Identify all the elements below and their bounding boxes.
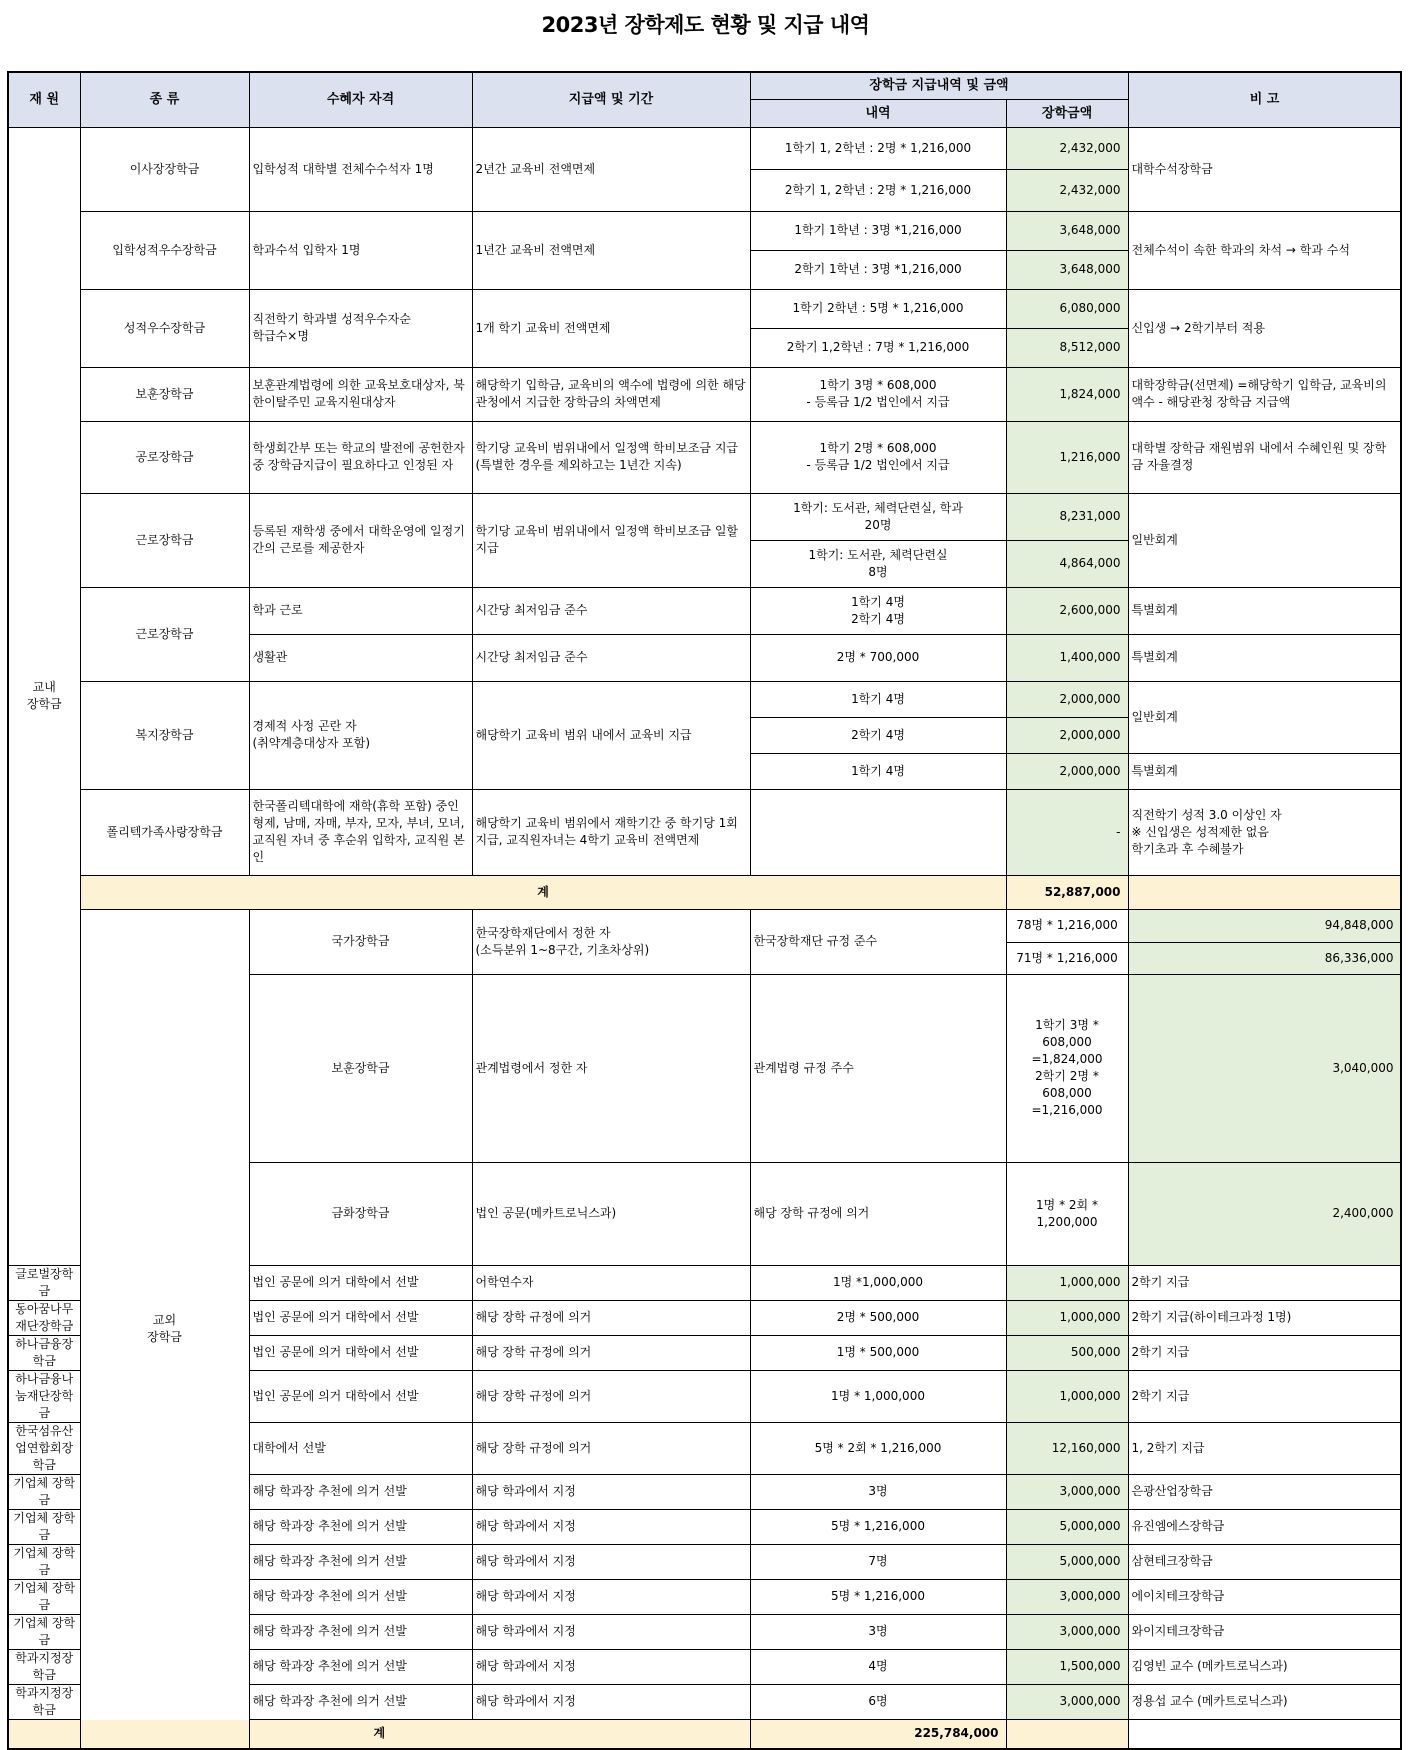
detail-cell: 4명 [750, 1649, 1006, 1684]
header-note: 비 고 [1128, 72, 1401, 127]
amount-cell: 2,432,000 [1006, 127, 1128, 169]
payment-cell: 해당 학과에서 지정 [472, 1684, 750, 1719]
note-cell: 전체수석이 속한 학과의 차석 → 학과 수석 [1128, 211, 1401, 289]
amount-cell: 1,216,000 [1006, 421, 1128, 493]
detail-cell: 1학기: 도서관, 체력단련실, 학과 20명 [750, 493, 1006, 540]
kind-cell: 글로벌장학금 [8, 1265, 80, 1300]
kind-cell: 한국섬유산업연합회장학금 [8, 1422, 80, 1474]
qualification-cell: 생활관 [249, 634, 472, 681]
payment-cell: 학기당 교육비 범위내에서 일정액 학비보조금 일할지급 [472, 493, 750, 587]
qualification-cell: 법인 공문에 의거 대학에서 선발 [249, 1335, 472, 1370]
total-label: 계 [8, 1719, 750, 1749]
detail-cell: 2학기 1,2학년 : 7명 * 1,216,000 [750, 328, 1006, 367]
amount-cell: 3,040,000 [1128, 974, 1401, 1162]
detail-cell: 1학기 4명 2학기 4명 [750, 587, 1006, 634]
detail-cell: 1명 * 1,000,000 [750, 1370, 1006, 1422]
kind-cell: 학과지정장학금 [8, 1649, 80, 1684]
kind-cell: 기업체 장학금 [8, 1509, 80, 1544]
note-cell: 김영빈 교수 (메카트로닉스과) [1128, 1649, 1401, 1684]
detail-cell: 7명 [750, 1544, 1006, 1579]
qualification-cell: 경제적 사정 곤란 자 (취약계층대상자 포함) [249, 681, 472, 789]
kind-cell: 하나금융장학금 [8, 1335, 80, 1370]
amount-cell: 2,400,000 [1128, 1162, 1401, 1265]
amount-cell: 2,600,000 [1006, 587, 1128, 634]
amount-cell: 1,000,000 [1006, 1300, 1128, 1335]
note-cell: 2학기 지급 [1128, 1265, 1401, 1300]
table-row [8, 493, 1401, 540]
kind-cell: 성적우수장학금 [80, 289, 249, 367]
kind-cell: 기업체 장학금 [8, 1474, 80, 1509]
note-cell: 대학수석장학금 [1128, 127, 1401, 211]
note-cell: 와이지테크장학금 [1128, 1614, 1401, 1649]
kind-cell: 입학성적우수장학금 [80, 211, 249, 289]
amount-cell: 3,648,000 [1006, 250, 1128, 289]
qualification-cell: 대학에서 선발 [249, 1422, 472, 1474]
detail-cell: 1명 * 500,000 [750, 1335, 1006, 1370]
qualification-cell: 법인 공문(메카트로닉스과) [472, 1162, 750, 1265]
header-payment: 지급액 및 기간 [472, 72, 750, 127]
total-label: 계 [80, 875, 1006, 909]
detail-cell: 1학기 1학년 : 3명 *1,216,000 [750, 211, 1006, 250]
note-cell: 대학장학금(선면제) =해당학기 입학금, 교육비의 액수 - 해당관청 장학금 지급액 [1128, 367, 1401, 421]
header-detail: 내역 [750, 99, 1006, 127]
qualification-cell: 법인 공문에 의거 대학에서 선발 [249, 1370, 472, 1422]
source-internal: 교내 장학금 [8, 127, 80, 1265]
detail-cell: 1학기 4명 [750, 753, 1006, 789]
kind-cell: 폴리텍가족사랑장학금 [80, 789, 249, 875]
payment-cell: 1년간 교육비 전액면제 [472, 211, 750, 289]
detail-cell: 2학기 1, 2학년 : 2명 * 1,216,000 [750, 169, 1006, 211]
qualification-cell: 학과 근로 [249, 587, 472, 634]
detail-cell: 1명 * 2회 * 1,200,000 [1006, 1162, 1128, 1265]
table-row [8, 367, 1401, 421]
note-cell: 정용섭 교수 (메카트로닉스과) [1128, 1684, 1401, 1719]
detail-cell: 71명 * 1,216,000 [1006, 942, 1128, 974]
note-cell: 1, 2학기 지급 [1128, 1422, 1401, 1474]
kind-cell: 기업체 장학금 [8, 1579, 80, 1614]
detail-cell: 5명 * 2회 * 1,216,000 [750, 1422, 1006, 1474]
detail-cell: 3명 [750, 1614, 1006, 1649]
note-cell: 일반회계 [1128, 493, 1401, 587]
note-cell: 일반회계 [1128, 681, 1401, 753]
qualification-cell: 해당 학과장 추천에 의거 선발 [249, 1544, 472, 1579]
payment-cell: 해당학기 교육비 범위 내에서 교육비 지급 [472, 681, 750, 789]
amount-cell: 5,000,000 [1006, 1544, 1128, 1579]
payment-cell: 시간당 최저임금 준수 [472, 587, 750, 634]
amount-cell: 3,000,000 [1006, 1684, 1128, 1719]
amount-cell: 3,648,000 [1006, 211, 1128, 250]
detail-cell: 1학기 2명 * 608,000 - 등록금 1/2 법인에서 지급 [750, 421, 1006, 493]
detail-cell: 2학기 4명 [750, 717, 1006, 753]
qualification-cell: 해당 학과장 추천에 의거 선발 [249, 1684, 472, 1719]
note-cell: 특별회계 [1128, 587, 1401, 634]
payment-cell: 어학연수자 [472, 1265, 750, 1300]
note-cell: 대학별 장학금 재원범위 내에서 수혜인원 및 장학금 자율결정 [1128, 421, 1401, 493]
header-qualification: 수혜자 자격 [249, 72, 472, 127]
payment-cell: 해당 학과에서 지정 [472, 1474, 750, 1509]
kind-cell: 공로장학금 [80, 421, 249, 493]
detail-cell: 1학기 1, 2학년 : 2명 * 1,216,000 [750, 127, 1006, 169]
qualification-cell: 보훈관계법령에 의한 교육보호대상자, 북한이탈주민 교육지원대상자 [249, 367, 472, 421]
detail-cell: 5명 * 1,216,000 [750, 1509, 1006, 1544]
payment-cell: 해당 학과에서 지정 [472, 1649, 750, 1684]
table-row [8, 421, 1401, 493]
amount-cell: 2,432,000 [1006, 169, 1128, 211]
kind-cell: 기업체 장학금 [8, 1544, 80, 1579]
table-row [8, 1719, 1401, 1749]
payment-cell: 해당 학과에서 지정 [472, 1614, 750, 1649]
amount-cell: 2,000,000 [1006, 681, 1128, 717]
table-row [8, 875, 1401, 909]
payment-cell: 2년간 교육비 전액면제 [472, 127, 750, 211]
qualification-cell: 해당 학과장 추천에 의거 선발 [249, 1509, 472, 1544]
detail-cell: 1명 *1,000,000 [750, 1265, 1006, 1300]
header-source: 재 원 [8, 72, 80, 127]
payment-cell: 학기당 교육비 범위내에서 일정액 학비보조금 지급(특별한 경우를 제외하고는 1년간 지속) [472, 421, 750, 493]
amount-cell: 1,000,000 [1006, 1370, 1128, 1422]
qualification-cell: 법인 공문에 의거 대학에서 선발 [249, 1265, 472, 1300]
amount-cell: 1,400,000 [1006, 634, 1128, 681]
note-cell: 2학기 지급(하이테크과정 1명) [1128, 1300, 1401, 1335]
note-cell: 유진엠에스장학금 [1128, 1509, 1401, 1544]
note-cell: 2학기 지급 [1128, 1370, 1401, 1422]
payment-cell: 1개 학기 교육비 전액면제 [472, 289, 750, 367]
kind-cell: 국가장학금 [249, 909, 472, 974]
amount-cell: 2,000,000 [1006, 717, 1128, 753]
qualification-cell: 학과수석 입학자 1명 [249, 211, 472, 289]
kind-cell: 보훈장학금 [249, 974, 472, 1162]
payment-cell: 해당학기 교육비 범위에서 재학기간 중 학기당 1회 지급, 교직원자녀는 4학기 교육비 전액면제 [472, 789, 750, 875]
payment-cell: 해당 학과에서 지정 [472, 1579, 750, 1614]
kind-cell: 기업체 장학금 [8, 1614, 80, 1649]
detail-cell: 78명 * 1,216,000 [1006, 909, 1128, 942]
source-external: 교외 장학금 [80, 909, 249, 1749]
qualification-cell: 해당 학과장 추천에 의거 선발 [249, 1614, 472, 1649]
note-cell: 직전학기 성적 3.0 이상인 자 ※ 신입생은 성적제한 없음 학기초과 후 수혜불가 [1128, 789, 1401, 875]
amount-cell: 3,000,000 [1006, 1474, 1128, 1509]
payment-cell: 한국장학재단 규정 준수 [750, 909, 1006, 974]
kind-cell: 동아꿈나무재단장학금 [8, 1300, 80, 1335]
amount-cell: - [1006, 789, 1128, 875]
detail-cell: 2명 * 700,000 [750, 634, 1006, 681]
qualification-cell: 입학성적 대학별 전체수수석자 1명 [249, 127, 472, 211]
kind-cell: 학과지정장학금 [8, 1684, 80, 1719]
note-cell: 은광산업장학금 [1128, 1474, 1401, 1509]
detail-cell: 6명 [750, 1684, 1006, 1719]
total-amount: 52,887,000 [1006, 875, 1128, 909]
qualification-cell: 해당 학과장 추천에 의거 선발 [249, 1579, 472, 1614]
amount-cell: 8,512,000 [1006, 328, 1128, 367]
total-note [1006, 1719, 1128, 1749]
total-amount: 225,784,000 [750, 1719, 1006, 1749]
note-cell: 특별회계 [1128, 753, 1401, 789]
amount-cell: 500,000 [1006, 1335, 1128, 1370]
kind-cell: 보훈장학금 [80, 367, 249, 421]
detail-cell: 1학기 3명 * 608,000 - 등록금 1/2 법인에서 지급 [750, 367, 1006, 421]
qualification-cell: 관계법령에서 정한 자 [472, 974, 750, 1162]
detail-cell: 1학기 2학년 : 5명 * 1,216,000 [750, 289, 1006, 328]
qualification-cell: 한국장학재단에서 정한 자 (소득분위 1~8구간, 기초차상위) [472, 909, 750, 974]
amount-cell: 1,824,000 [1006, 367, 1128, 421]
payment-cell: 해당 장학 규정에 의거 [472, 1335, 750, 1370]
scholarship-table [7, 71, 1402, 1750]
payment-cell: 해당 장학 규정에 의거 [472, 1422, 750, 1474]
kind-cell: 금화장학금 [249, 1162, 472, 1265]
kind-cell: 이사장장학금 [80, 127, 249, 211]
amount-cell: 6,080,000 [1006, 289, 1128, 328]
amount-cell: 5,000,000 [1006, 1509, 1128, 1544]
note-cell: 에이치테크장학금 [1128, 1579, 1401, 1614]
payment-cell: 해당 장학 규정에 의거 [750, 1162, 1006, 1265]
payment-cell: 해당 학과에서 지정 [472, 1509, 750, 1544]
table-row [8, 789, 1401, 875]
payment-cell: 관계법령 규정 주수 [750, 974, 1006, 1162]
detail-cell: 2학기 1학년 : 3명 *1,216,000 [750, 250, 1006, 289]
detail-cell [750, 789, 1006, 875]
table-row [8, 127, 1401, 169]
total-note [1128, 875, 1401, 909]
amount-cell: 1,500,000 [1006, 1649, 1128, 1684]
table-row [8, 909, 1401, 942]
header-group: 장학금 지급내역 및 금액 [750, 72, 1128, 99]
detail-cell: 2명 * 500,000 [750, 1300, 1006, 1335]
detail-cell: 1학기 4명 [750, 681, 1006, 717]
note-cell: 삼현테크장학금 [1128, 1544, 1401, 1579]
qualification-cell: 법인 공문에 의거 대학에서 선발 [249, 1300, 472, 1335]
qualification-cell: 등록된 재학생 중에서 대학운영에 일정기간의 근로를 제공한자 [249, 493, 472, 587]
amount-cell: 2,000,000 [1006, 753, 1128, 789]
note-cell: 신입생 → 2학기부터 적용 [1128, 289, 1401, 367]
header-amount: 장학금액 [1006, 99, 1128, 127]
detail-cell: 1학기: 도서관, 체력단련실 8명 [750, 540, 1006, 587]
amount-cell: 86,336,000 [1128, 942, 1401, 974]
detail-cell: 3명 [750, 1474, 1006, 1509]
amount-cell: 8,231,000 [1006, 493, 1128, 540]
amount-cell: 12,160,000 [1006, 1422, 1128, 1474]
kind-cell: 근로장학금 [80, 493, 249, 587]
payment-cell: 해당학기 입학금, 교육비의 액수에 법령에 의한 해당관청에서 지급한 장학금의 차액면제 [472, 367, 750, 421]
kind-cell: 근로장학금 [80, 587, 249, 681]
detail-cell: 5명 * 1,216,000 [750, 1579, 1006, 1614]
page-title: 2023년 장학제도 현황 및 지급 내역 [541, 13, 870, 37]
table-row [8, 681, 1401, 717]
qualification-cell: 해당 학과장 추천에 의거 선발 [249, 1474, 472, 1509]
amount-cell: 1,000,000 [1006, 1265, 1128, 1300]
payment-cell: 해당 학과에서 지정 [472, 1544, 750, 1579]
header-kind: 종 류 [80, 72, 249, 127]
payment-cell: 해당 장학 규정에 의거 [472, 1370, 750, 1422]
qualification-cell: 한국폴리텍대학에 재학(휴학 포함) 중인 형제, 남매, 자매, 부자, 모자, 부녀, 모녀, 교직원 자녀 중 후순위 입학자, 교직원 본인 [249, 789, 472, 875]
amount-cell: 3,000,000 [1006, 1579, 1128, 1614]
payment-cell: 해당 장학 규정에 의거 [472, 1300, 750, 1335]
note-cell: 2학기 지급 [1128, 1335, 1401, 1370]
detail-cell: 1학기 3명 * 608,000 =1,824,000 2학기 2명 * 608,000 =1,216,000 [1006, 974, 1128, 1162]
amount-cell: 4,864,000 [1006, 540, 1128, 587]
amount-cell: 94,848,000 [1128, 909, 1401, 942]
table-row [8, 587, 1401, 634]
qualification-cell: 직전학기 학과별 성적우수자순 학급수×명 [249, 289, 472, 367]
kind-cell: 하나금융나눔재단장학금 [8, 1370, 80, 1422]
table-row [8, 211, 1401, 250]
kind-cell: 복지장학금 [80, 681, 249, 789]
table-row [8, 289, 1401, 328]
qualification-cell: 학생회간부 또는 학교의 발전에 공헌한자 중 장학금지급이 필요하다고 인정된 자 [249, 421, 472, 493]
payment-cell: 시간당 최저임금 준수 [472, 634, 750, 681]
amount-cell: 3,000,000 [1006, 1614, 1128, 1649]
qualification-cell: 해당 학과장 추천에 의거 선발 [249, 1649, 472, 1684]
note-cell: 특별회계 [1128, 634, 1401, 681]
